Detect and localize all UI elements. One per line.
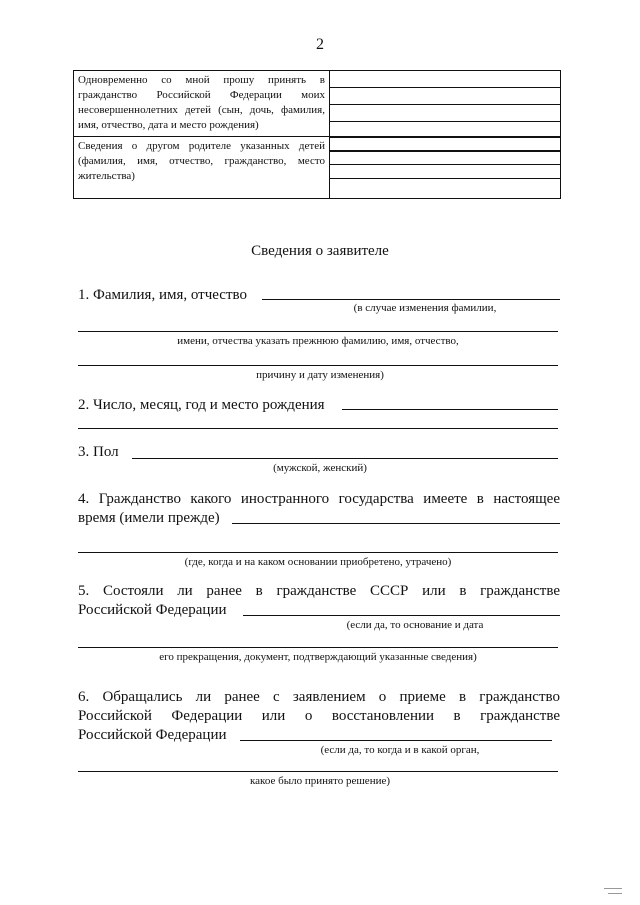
section-title: Сведения о заявителе xyxy=(251,243,389,259)
q1-label: 1. Фамилия, имя, отчество xyxy=(78,287,247,303)
table-row xyxy=(74,137,561,199)
parent-label: Сведения о другом родителе указанных детей (фамилия, имя, отчество, гражданство, место жительства) xyxy=(78,140,325,182)
q6-field[interactable] xyxy=(240,740,552,741)
q1-line-3[interactable] xyxy=(78,365,558,366)
entry-line[interactable] xyxy=(330,104,560,105)
q1-hint: (в случае изменения фамилии, xyxy=(353,302,497,314)
q6-hint: какое было принято решение) xyxy=(249,775,391,787)
q4-citizenship-field[interactable] xyxy=(232,523,560,524)
entry-line[interactable] xyxy=(330,87,560,88)
q1-line-2[interactable] xyxy=(78,331,558,332)
q6-line-3: Российской Федерации xyxy=(78,727,227,743)
parent-label-cell xyxy=(74,137,330,199)
page-number: 2 xyxy=(316,36,324,53)
q4-line-2: время (имели прежде) xyxy=(78,510,220,526)
entry-line[interactable] xyxy=(330,178,560,179)
q1-hint: имени, отчества указать прежнюю фамилию, имя, отчество, xyxy=(177,335,459,347)
q2-line-2[interactable] xyxy=(78,428,558,429)
q4-line-3[interactable] xyxy=(78,552,558,553)
q6-line-1: 6. Обращались ли ранее с заявлением о приеме в гражданство xyxy=(78,689,560,705)
table-row xyxy=(74,71,561,137)
q5-hint: его прекращения, документ, подтверждающий указанные сведения) xyxy=(159,651,477,663)
q1-hint: причину и дату изменения) xyxy=(256,369,384,381)
scan-mark xyxy=(604,888,622,889)
q5-line-2: Российской Федерации xyxy=(78,602,227,618)
entry-line[interactable] xyxy=(330,164,560,165)
entry-line[interactable] xyxy=(330,150,560,151)
children-info-table xyxy=(73,70,561,199)
q6-line-4[interactable] xyxy=(78,771,558,772)
q5-line-3[interactable] xyxy=(78,647,558,648)
q5-line-1: 5. Состояли ли ранее в гражданстве СССР или в гражданстве xyxy=(78,583,560,599)
children-label: Одновременно со мной прошу принять в гражданство Российской Федерации моих несовершеннолетних детей (сын, дочь, фамилия, имя, отчество, дата и место рождения) xyxy=(78,74,325,131)
q1-name-field[interactable] xyxy=(262,299,560,300)
q3-sex-field[interactable] xyxy=(132,458,558,459)
q4-line-1: 4. Гражданство какого иностранного государства имеете в настоящее xyxy=(78,491,560,507)
q5-field[interactable] xyxy=(243,615,560,616)
scan-mark xyxy=(608,893,622,894)
q3-label: 3. Пол xyxy=(78,444,119,460)
children-label-cell xyxy=(74,71,330,137)
q4-hint: (где, когда и на каком основании приобретено, утрачено) xyxy=(184,556,452,568)
q2-label: 2. Число, месяц, год и место рождения xyxy=(78,397,325,413)
q2-birth-field[interactable] xyxy=(342,409,558,410)
q6-line-2: Российской Федерации или о восстановлении в гражданстве xyxy=(78,708,560,724)
children-entry-cell[interactable] xyxy=(330,71,561,137)
q6-hint: (если да, то когда и в какой орган, xyxy=(320,744,480,756)
parent-entry-cell[interactable] xyxy=(330,137,561,199)
q5-hint: (если да, то основание и дата xyxy=(346,619,484,631)
q3-hint: (мужской, женский) xyxy=(273,462,367,474)
entry-line[interactable] xyxy=(330,121,560,122)
